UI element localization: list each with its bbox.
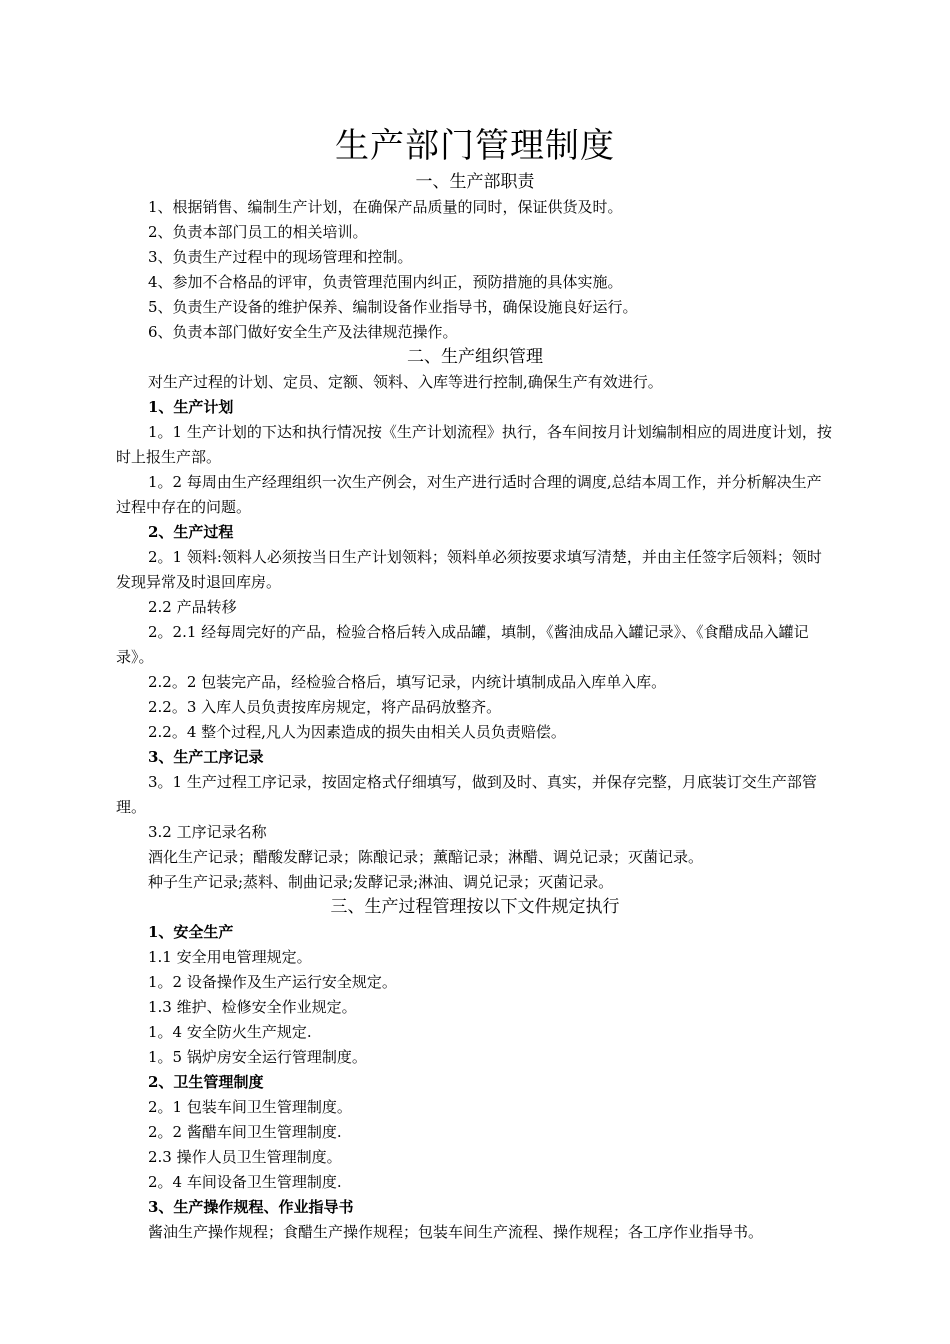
hygiene-subheading: 2、卫生管理制度: [148, 1073, 264, 1091]
process-subheading: 2、生产过程: [148, 523, 234, 541]
process-transfer-title: 2.2 产品转移: [148, 598, 237, 616]
records-names-title: 3.2 工序记录名称: [148, 823, 267, 841]
process-paragraph-5: 2.2。3 入库人员负责按库房规定，将产品码放整齐。: [148, 698, 502, 716]
document-body: [116, 170, 834, 1245]
hygiene-item-4: 2。4 车间设备卫生管理制度.: [148, 1173, 342, 1191]
records-list-1: 酒化生产记录；醋酸发酵记录；陈酿记录；薰醅记录；淋醋、调兑记录；灭菌记录。: [148, 848, 704, 866]
plan-paragraph-1: 1。1 生产计划的下达和执行情况按《生产计划流程》执行，各车间按月计划编制相应的周进度计划，按时上报生产部。: [116, 423, 832, 466]
section-2-heading: 二、生产组织管理: [407, 347, 543, 367]
safety-item-1: 1.1 安全用电管理规定。: [148, 948, 312, 966]
process-paragraph-6: 2.2。4 整个过程,凡人为因素造成的损失由相关人员负责赔偿。: [148, 723, 566, 741]
process-paragraph-1: 2。1 领料:领料人必须按当日生产计划领料；领料单必须按要求填写清楚，并由主任签字后领料；领时发现异常及时退回库房。: [116, 548, 822, 591]
safety-item-5: 1。5 锅炉房安全运行管理制度。: [148, 1048, 367, 1066]
plan-paragraph-2: 1。2 每周由生产经理组织一次生产例会，对生产进行适时合理的调度,总结本周工作，并分析解决生产过程中存在的问题。: [116, 473, 822, 516]
safety-subheading: 1、安全生产: [148, 923, 234, 941]
process-paragraph-3: 2。2.1 经每周完好的产品，检验合格后转入成品罐，填制，《酱油成品入罐记录》、《食醋成品入罐记录》。: [116, 623, 809, 666]
procedures-text: 酱油生产操作规程；食醋生产操作规程；包装车间生产流程、操作规程；各工序作业指导书。: [148, 1223, 764, 1241]
records-subheading: 3、生产工序记录: [148, 748, 264, 766]
duty-item-6: 6、负责本部门做好安全生产及法律规范操作。: [148, 323, 458, 341]
safety-item-3: 1.3 维护、检修安全作业规定。: [148, 998, 357, 1016]
duty-item-1: 1、根据销售、编制生产计划，在确保产品质量的同时，保证供货及时。: [148, 198, 623, 216]
section-2-intro: 对生产过程的计划、定员、定额、领料、入库等进行控制,确保生产有效进行。: [148, 373, 663, 391]
safety-item-4: 1。4 安全防火生产规定.: [148, 1023, 312, 1041]
hygiene-item-3: 2.3 操作人员卫生管理制度。: [148, 1148, 342, 1166]
plan-subheading: 1、生产计划: [148, 398, 234, 416]
section-3-heading: 三、生产过程管理按以下文件规定执行: [330, 897, 620, 917]
procedures-subheading: 3、生产操作规程、作业指导书: [148, 1198, 354, 1216]
safety-item-2: 1。2 设备操作及生产运行安全规定。: [148, 973, 397, 991]
duty-item-5: 5、负责生产设备的维护保养、编制设备作业指导书，确保设施良好运行。: [148, 298, 638, 316]
duty-item-3: 3、负责生产过程中的现场管理和控制。: [148, 248, 413, 266]
hygiene-item-2: 2。2 酱醋车间卫生管理制度.: [148, 1123, 342, 1141]
records-paragraph-1: 3。1 生产过程工序记录，按固定格式仔细填写，做到及时、真实，并保存完整，月底装订交生产部管理。: [116, 773, 817, 816]
section-1-heading: 一、生产部职责: [415, 172, 535, 192]
document-title: 生产部门管理制度: [335, 126, 615, 166]
duty-item-4: 4、参加不合格品的评审，负责管理范围内纠正，预防措施的具体实施。: [148, 273, 623, 291]
hygiene-item-1: 2。1 包装车间卫生管理制度。: [148, 1098, 352, 1116]
records-list-2: 种子生产记录;蒸料、制曲记录;发酵记录;淋油、调兑记录；灭菌记录。: [148, 873, 614, 891]
duty-item-2: 2、负责本部门员工的相关培训。: [148, 223, 368, 241]
process-paragraph-4: 2.2。2 包装完产品，经检验合格后，填写记录，内统计填制成品入库单入库。: [148, 673, 667, 691]
